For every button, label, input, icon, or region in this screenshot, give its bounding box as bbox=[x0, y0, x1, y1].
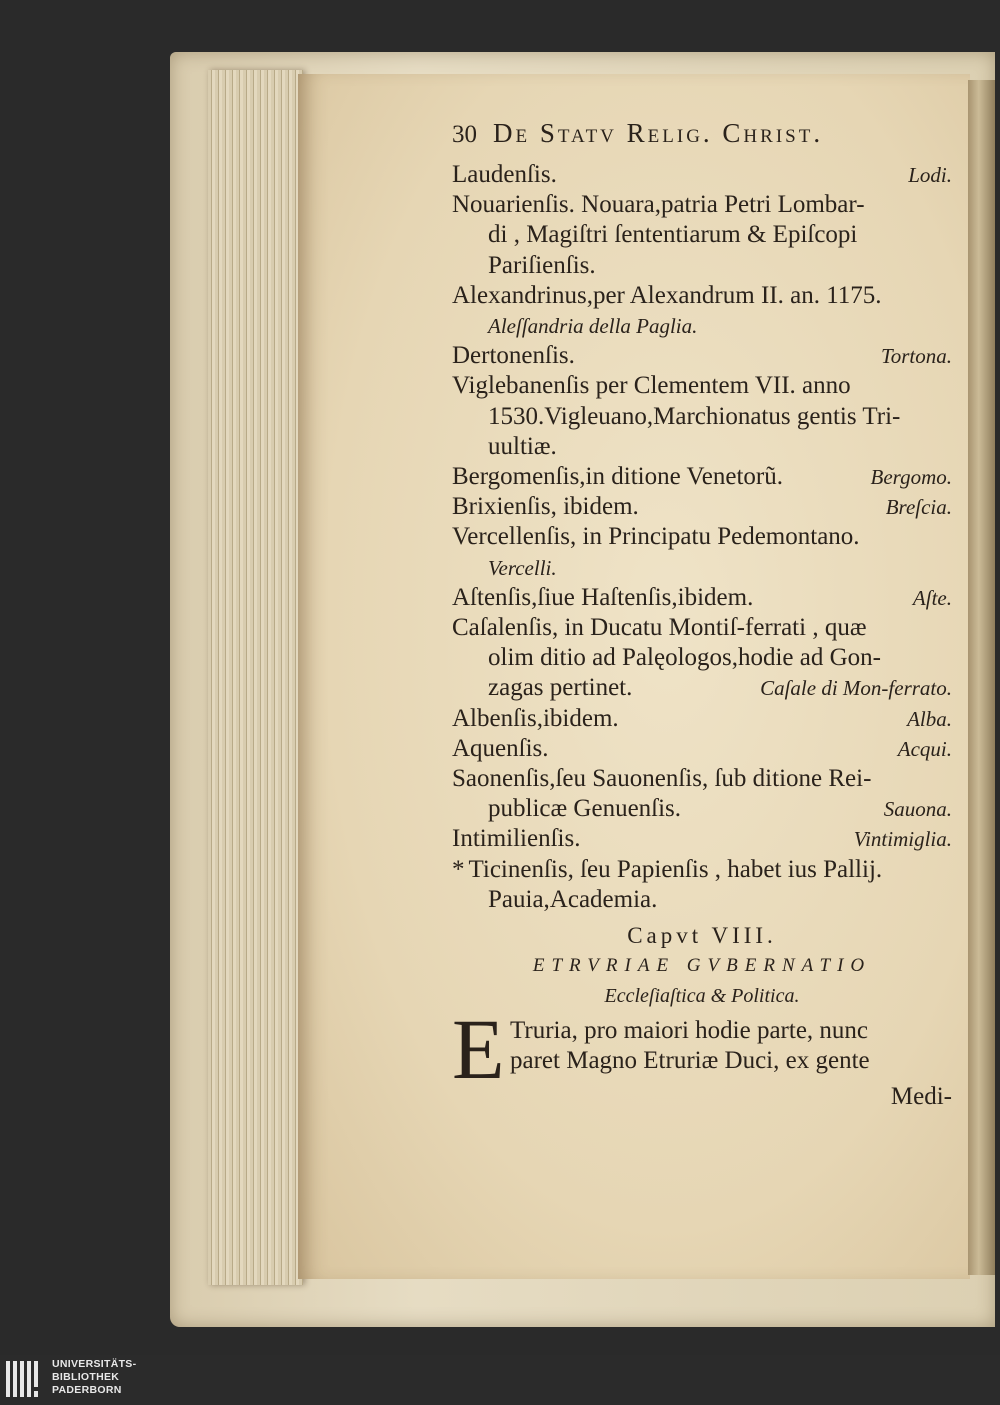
entry-line: Saonenſis,ſeu Sauonenſis, ſub ditione Rei- bbox=[452, 765, 872, 793]
entry-line: Nouarienſis. Nouara,patria Petri Lombar- bbox=[452, 191, 865, 219]
entry-continuation: Pauia,Academia. bbox=[488, 885, 658, 913]
entry-continuation: zagas pertinet. Caſale di Mon-ferrato. bbox=[488, 674, 952, 702]
asterisk-mark: * bbox=[452, 855, 465, 883]
entry-continuation: publicæ Genuenſis. Sauona. bbox=[488, 795, 952, 823]
running-header bbox=[452, 118, 952, 160]
entry-line: Aſtenſis,ſiue Haſtenſis,ibidem. Aſte. bbox=[452, 583, 952, 611]
entry-line: Dertonenſis. Tortona. bbox=[452, 342, 952, 370]
entry-continuation: Vercelli. bbox=[488, 555, 557, 580]
body-line: paret Magno Etruriæ Duci, ex gente bbox=[510, 1046, 870, 1074]
chapter-subheading-2: Eccleſiaſtica & Politica. bbox=[604, 985, 800, 1008]
chapter-heading: Capvt VIII. bbox=[627, 923, 777, 949]
entry-continuation: 1530.Vigleuano,Marchionatus gentis Tri- bbox=[488, 402, 901, 430]
entry-line: Aquenſis. Acqui. bbox=[452, 734, 952, 762]
entry-continuation: Pariſienſis. bbox=[488, 251, 596, 279]
catchword: Medi- bbox=[890, 1082, 952, 1110]
entry-line: Laudenſis. Lodi. bbox=[452, 161, 952, 188]
entry-line: Vercellenſis, in Principatu Pedemontano. bbox=[452, 523, 860, 551]
library-name: UNIVERSITÄTS- BIBLIOTHEK PADERBORN bbox=[52, 1358, 137, 1396]
running-title: De Statv Relig. Christ. bbox=[493, 118, 824, 148]
entry-line: Bergomenſis,in ditione Venetorũ. Bergomo. bbox=[452, 463, 952, 491]
entry-continuation: olim ditio ad Palęologos,hodie ad Gon- bbox=[488, 644, 882, 672]
page-edges bbox=[208, 70, 303, 1285]
chapter-subheading: ETRVRIAE GVBERNATIO bbox=[532, 955, 872, 977]
entry-line: Brixienſis, ibidem. Breſcia. bbox=[452, 493, 952, 521]
entry-line: Viglebanenſis per Clementem VII. anno bbox=[452, 372, 851, 400]
entry-line: * Ticinenſis, ſeu Papienſis , habet ius Pallij. bbox=[452, 855, 952, 885]
page-text bbox=[452, 118, 952, 1112]
library-footer bbox=[0, 1355, 1000, 1405]
entry-line: Albenſis,ibidem. Alba. bbox=[452, 704, 952, 732]
page-number: 30 bbox=[452, 121, 477, 148]
entry-line: Alexandrinus,per Alexandrum II. an. 1175. bbox=[452, 281, 882, 309]
entry-line: Intimilienſis. Vintimiglia. bbox=[452, 825, 952, 853]
drop-cap: E bbox=[452, 1000, 505, 1097]
facing-page-edge bbox=[968, 80, 995, 1275]
body-line: Truria, pro maiori hodie parte, nunc bbox=[510, 1016, 869, 1044]
entry-continuation: di , Magiſtri ſententiarum & Epiſcopi bbox=[488, 221, 858, 249]
entry-continuation: uultiæ. bbox=[488, 432, 557, 460]
library-logo-icon bbox=[6, 1359, 46, 1399]
entry-continuation: Aleſſandria della Paglia. bbox=[488, 314, 698, 339]
entry-line: Caſalenſis, in Ducatu Montiſ-ferrati , quæ bbox=[452, 614, 867, 642]
